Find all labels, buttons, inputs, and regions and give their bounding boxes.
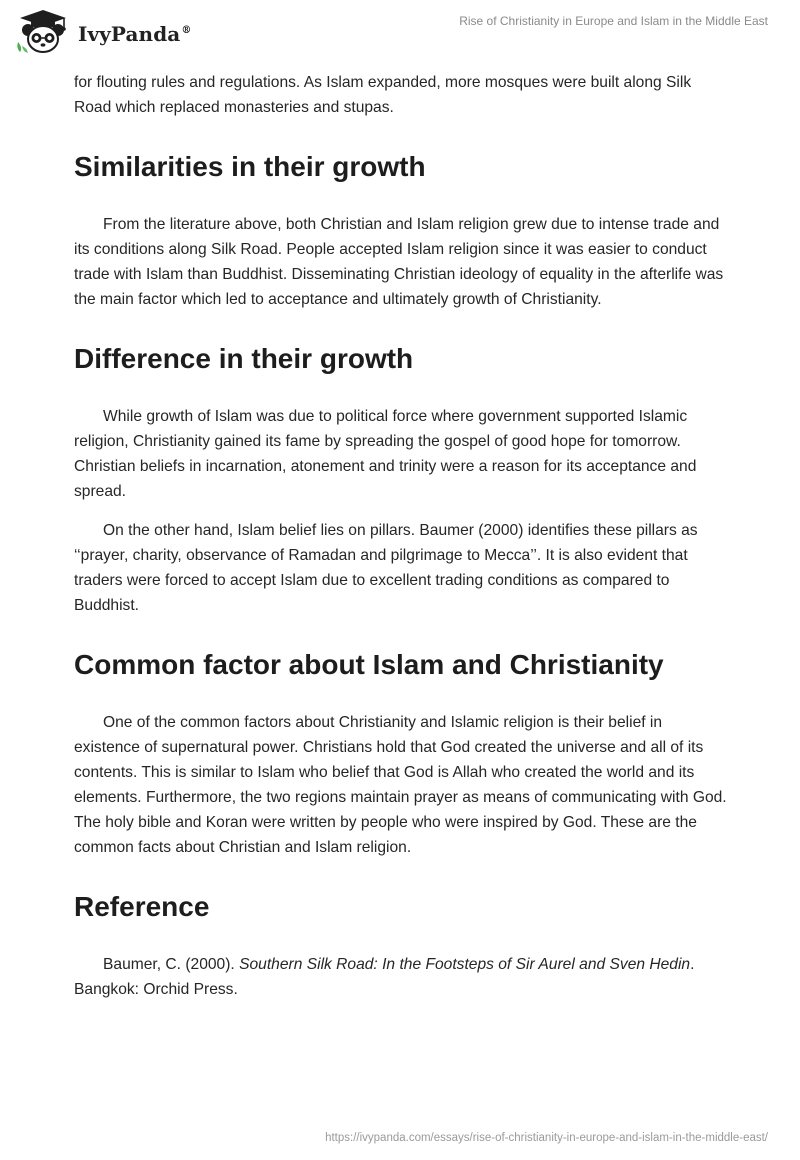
similarities-paragraph: From the literature above, both Christian and Islam religion grew due to intense trade and its conditions along Silk Road. People accepted Islam religion since it was easier to conduct trade with Islam than Buddhist. Disseminating Christian ideology of equality in the afterlife was the main factor which led to acceptance and ultimately growth of Christianity. bbox=[74, 216, 724, 308]
reference-author: Baumer, C. (2000). bbox=[103, 956, 240, 973]
heading-common-factor: Common factor about Islam and Christianity bbox=[74, 649, 664, 680]
logo-wordmark: IvyPanda® bbox=[78, 22, 192, 46]
footer-url[interactable]: https://ivypanda.com/essays/rise-of-christianity-in-europe-and-islam-in-the-middle-east/ bbox=[325, 1132, 768, 1144]
essay-content bbox=[74, 70, 728, 1002]
running-title: Rise of Christianity in Europe and Islam in the Middle East bbox=[459, 14, 768, 28]
difference-paragraph-2: On the other hand, Islam belief lies on pillars. Baumer (2000) identifies these pillars as ‘‘prayer, charity, observance of Ramadan and pilgrimage to Mecca’’. It is also evident that traders were forced to accept Islam due to excellent trading conditions as compared to Buddhist. bbox=[74, 522, 698, 614]
reference-entry bbox=[74, 952, 728, 1002]
reference-publisher: . Bangkok: Orchid Press. bbox=[74, 956, 695, 998]
page-header bbox=[0, 0, 800, 64]
ivypanda-logo[interactable] bbox=[14, 8, 191, 56]
heading-reference: Reference bbox=[74, 891, 210, 922]
intro-paragraph: for flouting rules and regulations. As Islam expanded, more mosques were built along Silk Road which replaced monasteries and stupas. bbox=[74, 74, 692, 116]
heading-difference: Difference in their growth bbox=[74, 343, 414, 374]
common-factor-paragraph: One of the common factors about Christianity and Islamic religion is their belief in existence of supernatural power. Christians hold that God created the universe and all of its contents. This is similar to Islam who belief that God is Allah who created the world and its elements. Furthermore, the two regions maintain prayer as means of communicating with God. The holy bible and Koran were written by people who were inspired by God. These are the common facts about Christian and Islam religion. bbox=[74, 714, 727, 856]
heading-similarities: Similarities in their growth bbox=[74, 151, 426, 182]
reference-title: Southern Silk Road: In the Footsteps of Sir Aurel and Sven Hedin bbox=[239, 956, 691, 973]
difference-paragraph-1: While growth of Islam was due to political force where government supported Islamic religion, Christianity gained its fame by spreading the gospel of good hope for tomorrow. Christian beliefs in incarnation, atonement and trinity were a reason for its acceptance and spread. bbox=[74, 408, 697, 500]
panda-graduate-icon bbox=[14, 8, 72, 56]
